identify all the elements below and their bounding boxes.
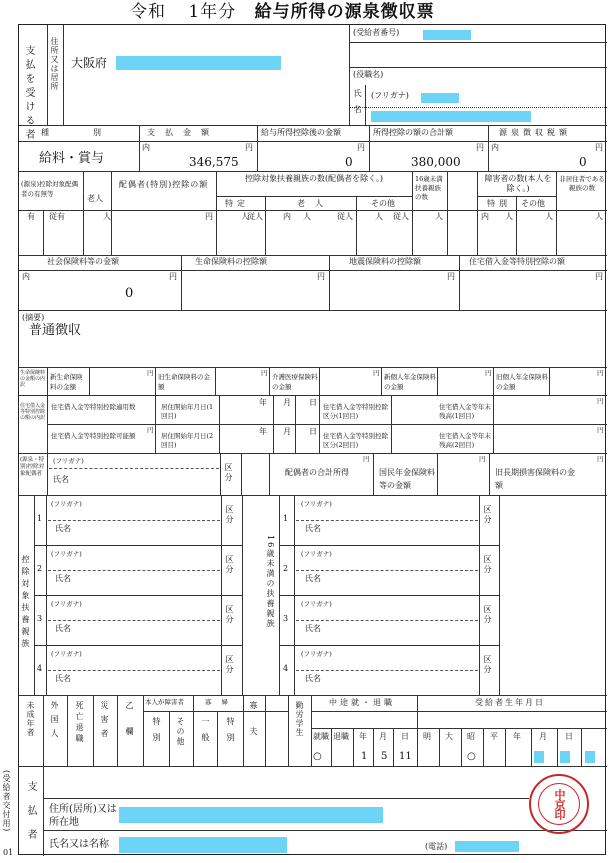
nonresident-label: 非居住者である親族の数 [559, 175, 605, 193]
spouse-side: (源泉・特別)控除対象配偶者 [20, 457, 45, 477]
dependent-name-label: 氏名 [55, 524, 71, 533]
dependent-name-label: 氏名 [305, 624, 321, 633]
month-label: 月 [379, 732, 387, 741]
dependent-kubun-label: 区分 [225, 655, 234, 675]
payer-name-label: 氏名又は名称 [49, 839, 109, 850]
dependent-kubun-label: 区分 [483, 555, 492, 575]
special-label: 特別 [487, 199, 511, 208]
dependent-kubun-label: 区分 [483, 505, 492, 525]
earthquake-insurance-label: 地震保険料の控除額 [349, 257, 421, 266]
spouse-yen: 円 [205, 212, 213, 221]
flag-student: 勤労学生 [295, 701, 304, 737]
housing-possible: 住宅借入金等特別控除可能額 [51, 432, 136, 440]
under16-side: 16歳未満の扶養親族 [266, 535, 275, 630]
retire-month-value: 5 [381, 751, 388, 762]
other-sub: 従人 [393, 212, 409, 221]
disabled-label: 障害者の数(本人を除く。) [484, 174, 552, 194]
housing-year1: 年 [259, 398, 267, 407]
life-pension-new: 新個人年金保険料の金額 [384, 373, 436, 391]
dependent-furigana-label: (フリガナ) [51, 600, 82, 608]
payer-address-redaction [119, 807, 383, 823]
dependent-kubun-label: 区分 [225, 605, 234, 625]
title-main: 給与所得の源泉徴収票 [254, 2, 435, 22]
deduction-total-value: 380,000 [411, 155, 461, 169]
header-payment: 支払金額 [147, 128, 219, 137]
spouse-presence-label: (源泉)控除対象配偶者の有無等 [21, 180, 79, 198]
housing-deduction-label: 住宅借入金等特別控除の額 [469, 257, 565, 266]
life-care: 介護医療保険料の金額 [272, 373, 318, 391]
dependent-row-number: 1 [37, 514, 43, 523]
specific-person: 人 [241, 212, 249, 221]
heisei-label: 平 [490, 732, 498, 741]
retire-day-value: 11 [399, 751, 412, 762]
company-seal [529, 774, 589, 834]
seal-text: 中京印 [553, 789, 566, 819]
under16-label: 16歳未満扶養親族の数 [415, 175, 443, 202]
dependent-furigana-label: (フリガナ) [301, 600, 332, 608]
housing-day2: 日 [309, 427, 317, 436]
after-deduction-value: 0 [345, 155, 353, 169]
tax-yen: 円 [595, 143, 603, 152]
dependent-row-number: 1 [283, 514, 289, 523]
old-insurance-yen: 円 [597, 455, 604, 463]
has-label: 有 [27, 212, 35, 221]
elderly-inner: 内 [283, 212, 291, 221]
header-tax: 源泉徴収税額 [499, 128, 571, 137]
payer-tel-redaction [455, 841, 519, 852]
life-pension-new-yen: 円 [485, 369, 492, 377]
year-label: 年 [359, 732, 367, 741]
spouse-kubun: 区分 [224, 463, 233, 483]
flag-widow-special: 特別 [226, 717, 235, 749]
life-care-yen: 円 [373, 369, 380, 377]
taisho-label: 大 [445, 732, 453, 741]
title-year: 1 [188, 2, 201, 22]
dependent-name-label: 氏名 [305, 524, 321, 533]
summary-label: (摘要) [22, 313, 45, 322]
payment-yen: 円 [245, 143, 253, 152]
life-old: 旧生命保険料の金額 [158, 373, 210, 391]
type-value: 給料・賞与 [39, 151, 105, 166]
elderly-person: 人 [103, 212, 111, 221]
housing-balance1: 住宅借入金等年末残高(1回目) [439, 403, 491, 421]
furigana-label: (フリガナ) [371, 91, 409, 100]
birth-month-redaction [560, 751, 570, 763]
under16-person: 人 [435, 212, 443, 221]
spouse-income-yen: 円 [363, 455, 370, 463]
elderly-label: 老人 [87, 194, 103, 203]
deduction-total-yen: 円 [476, 143, 484, 152]
housing-possible-yen: 円 [147, 426, 154, 434]
recipient-number-redaction [423, 30, 471, 40]
form-title [130, 4, 435, 21]
flag-death: 死亡退職 [75, 701, 84, 745]
dependent-row-number: 3 [283, 614, 289, 623]
flag-otsu: 乙欄 [125, 701, 134, 753]
birth-year-redaction [534, 751, 544, 763]
housing-kubun1: 住宅借入金等特別控除区分(1回目) [323, 403, 388, 421]
spouse-name-label: 氏名 [53, 475, 69, 484]
dependent-furigana-label: (フリガナ) [51, 650, 82, 658]
national-pension-yen: 円 [479, 455, 486, 463]
housing-year2: 年 [259, 427, 267, 436]
housing-day1: 日 [309, 398, 317, 407]
payer-name-redaction [119, 837, 287, 853]
dependent-name-label: 氏名 [305, 574, 321, 583]
meiji-label: 明 [423, 732, 431, 741]
dependent-row-number: 3 [37, 614, 43, 623]
birth-year-label: 年 [513, 732, 521, 741]
footer-side-note: (受給者交付用) [2, 770, 11, 833]
payer-side: 支払者 [25, 781, 36, 853]
address-redaction [116, 56, 281, 70]
flag-foreigner: 外国人 [50, 701, 59, 743]
special-person: 人 [505, 212, 513, 221]
housing-balance2: 住宅借入金等年末残高(2回目) [439, 432, 491, 450]
housing-apply-count: 住宅借入金等特別控除適用数 [51, 403, 136, 411]
national-pension-label: 国民年金保険料等の金額 [379, 468, 435, 490]
day-label: 日 [401, 732, 409, 741]
flag-widow-general: 一般 [201, 717, 210, 749]
name-label: 氏名 [353, 89, 362, 121]
recipient-number-label: (受給者番号) [353, 28, 400, 37]
after-deduction-yen: 円 [357, 143, 365, 152]
dependent-furigana-label: (フリガナ) [301, 550, 332, 558]
social-insurance-value: 0 [125, 286, 134, 301]
midyear-label: 中途就・退職 [329, 698, 395, 707]
spouse-special-label: 配偶者(特別)控除の額 [119, 180, 209, 189]
housing-balance2-yen: 円 [597, 426, 604, 434]
birth-day-label: 日 [565, 732, 573, 741]
retire-circle: ○ [313, 751, 322, 762]
life-insurance-label: 生命保険料の控除額 [195, 257, 267, 266]
header-after-deduction: 給与所得控除後の金額 [261, 128, 341, 137]
social-insurance-label: 社会保険料等の金額 [47, 257, 119, 266]
spouse-income-label: 配偶者の合計所得 [285, 468, 349, 477]
other-person: 人 [375, 212, 383, 221]
special-inner: 内 [481, 212, 489, 221]
flag-widower: 寡夫 [249, 701, 258, 753]
elderly2-label: 老人 [297, 199, 333, 208]
dependents-count-label: 控除対象扶養親族の数(配偶者を除く。) [244, 174, 384, 183]
dependent-kubun-label: 区分 [483, 605, 492, 625]
elderly2-sub: 従人 [337, 212, 353, 221]
payment-inner: 内 [142, 143, 150, 152]
earthquake-yen: 円 [447, 272, 455, 281]
dependent-furigana-label: (フリガナ) [51, 550, 82, 558]
life-pension-old: 旧個人年金保険料の金額 [496, 373, 548, 391]
payment-value: 346,575 [189, 155, 239, 169]
tax-inner: 内 [491, 143, 499, 152]
old-insurance-label: 旧長期損害保険料の金額 [495, 468, 575, 490]
address-label: 住所又は居所 [50, 37, 59, 91]
flag-disabled-special: 特別 [152, 717, 161, 749]
flag-widow: 寡婦 [205, 698, 238, 706]
social-inner: 内 [22, 272, 30, 281]
retire-year-value: 1 [361, 751, 368, 762]
life-old-yen: 円 [261, 369, 268, 377]
flag-disaster: 災害者 [100, 701, 109, 743]
housing-kubun2: 住宅借入金等特別控除区分(2回目) [323, 432, 388, 450]
tax-value: 0 [579, 155, 587, 169]
summary-value: 普通徴収 [29, 323, 82, 338]
dependent-furigana-label: (フリガナ) [301, 500, 332, 508]
showa-label: 昭 [467, 732, 475, 741]
specific-sub: 従人 [247, 212, 263, 221]
birth-label: 受給者生年月日 [475, 698, 545, 707]
other2-label: その他 [521, 199, 545, 208]
other-label: その他 [371, 199, 395, 208]
flag-minor: 未成年者 [26, 701, 35, 737]
dependent-kubun-label: 区分 [483, 655, 492, 675]
subordinate-has-label: 従有 [49, 212, 65, 221]
title-era: 令和 [130, 2, 166, 22]
title-year-suffix: 年分 [200, 2, 237, 22]
employ-label: 就職 [313, 732, 329, 741]
dependent-kubun-label: 区分 [225, 505, 234, 525]
address-value: 大阪府 [71, 56, 108, 70]
spouse-furigana: (フリガナ) [53, 457, 84, 465]
dependent-kubun-label: 区分 [225, 555, 234, 575]
dependent-name-label: 氏名 [55, 574, 71, 583]
flag-disabled-other: その他 [176, 717, 185, 747]
payer-address-label: 住所(居所)又は所在地 [49, 804, 117, 828]
specific-label: 特定 [225, 199, 249, 208]
birth-day-redaction [585, 751, 595, 763]
life-new-yen: 円 [147, 369, 154, 377]
life-new: 新生命保険料の金額 [50, 373, 83, 391]
housing-start1: 居住開始年月日(1回目) [161, 403, 214, 421]
position-label: (役職名) [353, 70, 384, 79]
birth-month-label: 月 [539, 732, 547, 741]
elderly2-person: 人 [303, 212, 311, 221]
showa-circle: ○ [467, 751, 476, 762]
housing-month2: 月 [283, 427, 291, 436]
payer-side-label: 支払を受ける者 [23, 45, 34, 143]
housing-balance1-yen: 円 [597, 397, 604, 405]
dependent-row-number: 4 [283, 664, 289, 673]
flag-self-disabled: 本人が障害者 [145, 698, 184, 706]
dependent-name-label: 氏名 [305, 674, 321, 683]
nonresident-person: 人 [595, 212, 603, 221]
housing-start2: 居住開始年月日(2回目) [161, 432, 214, 450]
other2-person: 人 [545, 212, 553, 221]
payer-tel-label: (電話) [425, 842, 448, 851]
header-deduction-total: 所得控除の額の合計額 [373, 128, 453, 137]
housing-month1: 月 [283, 398, 291, 407]
social-yen: 円 [169, 272, 177, 281]
dependent-name-label: 氏名 [55, 624, 71, 633]
housing-yen: 円 [595, 272, 603, 281]
dependent-row-number: 2 [37, 564, 43, 573]
life-yen: 円 [317, 272, 325, 281]
dependent-furigana-label: (フリガナ) [301, 650, 332, 658]
life-pension-old-yen: 円 [597, 369, 604, 377]
furigana-redaction [421, 93, 459, 103]
footer-code: 01 [3, 848, 14, 857]
dependent-row-number: 4 [37, 664, 43, 673]
name-redaction [371, 111, 531, 122]
dependent-row-number: 2 [283, 564, 289, 573]
dependent-name-label: 氏名 [55, 674, 71, 683]
dependents-side: 控除対象扶養親族 [21, 555, 30, 651]
header-type: 種別 [41, 128, 145, 137]
housing-side: 住宅借入金等特別控除の額の内訳 [20, 403, 46, 421]
withholding-form [18, 24, 606, 855]
dependent-furigana-label: (フリガナ) [51, 500, 82, 508]
retire-label: 退職 [333, 732, 349, 741]
life-detail-side: 生命保険料の金額の内訳 [20, 370, 46, 388]
